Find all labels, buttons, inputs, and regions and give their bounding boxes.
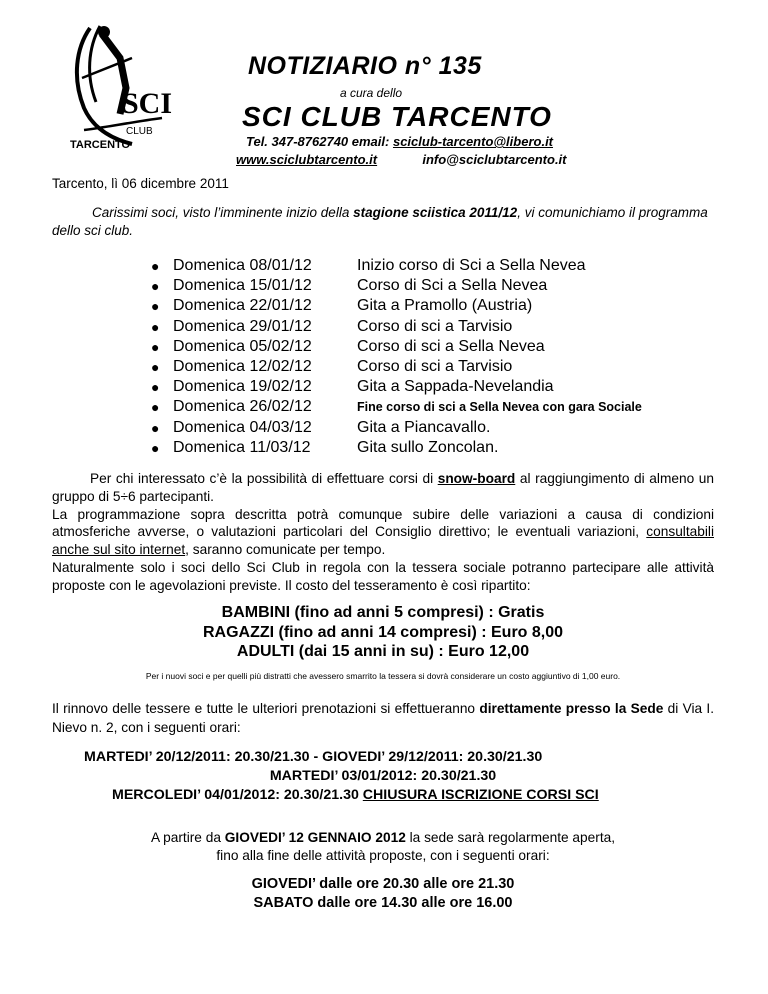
schedule-date: Domenica 11/03/12	[173, 438, 311, 456]
intro-part2: , vi comunichiamo il programma dello sci club.	[52, 205, 708, 238]
opening-text: A partire da	[150, 830, 225, 845]
variations-paragraph	[52, 506, 714, 559]
bullet-icon: ●	[151, 338, 160, 355]
schedule-date: Domenica 05/02/12	[173, 337, 312, 355]
schedule-date: Domenica 29/01/12	[173, 317, 312, 335]
logo-sci-text: SCI	[122, 87, 173, 120]
schedule-activity: Gita sullo Zoncolan.	[357, 438, 499, 456]
schedule-activity: Inizio corso di Sci a Sella Nevea	[357, 257, 586, 275]
schedule-date: Domenica 08/01/12	[173, 257, 312, 275]
schedule-item	[151, 317, 751, 337]
schedule-activity: Corso di sci a Sella Nevea	[357, 337, 545, 355]
renewal-text: Il rinnovo delle tessere e tutte le ulteriori prenotazioni si effettueranno	[52, 701, 480, 716]
web-line	[236, 152, 567, 167]
schedule-item	[151, 418, 751, 438]
bullet-icon: ●	[151, 419, 160, 436]
renewal-paragraph	[52, 699, 714, 737]
hours-line-2: MARTEDI’ 03/01/2012: 20.30/21.30	[269, 768, 497, 784]
website-link[interactable]: www.sciclubtarcento.it	[236, 152, 378, 167]
opening-date: GIOVEDI’ 12 GENNAIO 2012	[224, 830, 406, 845]
schedule-item	[151, 276, 751, 296]
saturday-hours: SABATO dalle ore 14.30 alle ore 16.00	[253, 895, 513, 911]
schedule-activity: Corso di sci a Tarvisio	[357, 317, 513, 335]
sci-club-logo	[62, 18, 173, 153]
renewal-text-end: di Via I. Nievo n. 2, con i seguenti orari:	[52, 701, 714, 735]
opening-paragraph	[52, 829, 714, 865]
opening-line-1	[52, 829, 714, 847]
contact-line	[246, 134, 553, 149]
opening-text-end: la sede sarà regolarmente aperta,	[405, 830, 616, 845]
bullet-icon: ●	[151, 359, 160, 376]
fee-list	[52, 603, 714, 662]
p1-text-end: al raggiungimento di almeno un gruppo di 5÷6 partecipanti.	[52, 471, 714, 504]
hours-line-3	[52, 786, 714, 805]
intro-paragraph	[52, 204, 718, 240]
schedule-date: Domenica 15/01/12	[173, 277, 312, 295]
schedule-activity: Gita a Pramollo (Austria)	[357, 297, 533, 315]
schedule-activity: Gita a Sappada-Nevelandia	[357, 378, 554, 396]
p2-text: La programmazione sopra descritta potrà comunque subire delle variazioni a causa di condizioni atmosferiche avverse, o valutazioni particolari del Consiglio direttivo; le eventuali variazioni,	[52, 506, 714, 540]
hours-line-1: MARTEDI’ 20/12/2011: 20.30/21.30 - GIOVEDI’ 29/12/2011: 20.30/21.30	[84, 749, 543, 765]
newsletter-title: NOTIZIARIO n° 135	[248, 52, 482, 80]
schedule-item	[151, 296, 751, 316]
schedule-item	[151, 357, 751, 377]
schedule-activity: Corso di sci a Tarvisio	[357, 358, 513, 376]
schedule-item	[151, 377, 751, 397]
p1-text: Per chi interessato c’è la possibilità di effettuare corsi di	[90, 471, 438, 486]
info-email: info@sciclubtarcento.it	[422, 152, 567, 167]
fee-youth: RAGAZZI (fino ad anni 14 compresi) : Euro 8,00	[202, 623, 564, 641]
bullet-icon: ●	[151, 439, 160, 456]
p2-text-end: , saranno comunicate per tempo.	[185, 542, 386, 558]
bullet-icon: ●	[151, 258, 160, 275]
registration-hours	[52, 748, 714, 805]
logo-tarcento-text: TARCENTO	[70, 139, 131, 151]
schedule-date: Domenica 04/03/12	[173, 418, 312, 436]
bullet-icon: ●	[151, 278, 160, 295]
opening-line-2: fino alla fine delle attività proposte, con i seguenti orari:	[216, 848, 550, 863]
fee-adults: ADULTI (dai 15 anni in su) : Euro 12,00	[236, 643, 530, 660]
newsletter-subtitle: a cura dello	[340, 86, 403, 100]
schedule-activity: Corso di Sci a Sella Nevea	[357, 277, 548, 295]
bullet-icon: ●	[151, 318, 160, 335]
membership-paragraph: Naturalmente solo i soci dello Sci Club in regola con la tessera sociale potranno partecipare alle attività proposte con le agevolazioni previste. Il costo del tesseramento è così ripartito:	[52, 559, 714, 593]
thursday-hours: GIOVEDI’ dalle ore 20.30 alle ore 21.30	[251, 876, 515, 892]
closing-notice: CHIUSURA ISCRIZIONE CORSI SCI	[362, 787, 599, 803]
website-note: consultabili anche sul sito internet	[52, 524, 714, 558]
bullet-icon: ●	[151, 399, 160, 416]
schedule-date: Domenica 26/02/12	[173, 398, 312, 416]
bullet-icon: ●	[151, 379, 160, 396]
email-link[interactable]: sciclub-tarcento@libero.it	[392, 134, 554, 149]
open-hours	[52, 875, 714, 913]
fee-children: BAMBINI (fino ad anni 5 compresi) : Gratis	[221, 604, 545, 621]
date-line: Tarcento, lì 06 dicembre 2011	[52, 176, 229, 191]
schedule-activity: Fine corso di sci a Sella Nevea con gara Sociale	[357, 400, 642, 415]
renewal-bold: direttamente presso la Sede	[479, 701, 664, 716]
schedule-date: Domenica 19/02/12	[173, 378, 312, 396]
hours-line-3-date: MERCOLEDI’ 04/01/2012: 20.30/21.30	[112, 787, 363, 803]
tel-label: Tel. 347-8762740 email:	[246, 134, 390, 149]
intro-season: stagione sciistica 2011/12	[353, 205, 518, 220]
bullet-icon: ●	[151, 298, 160, 315]
intro-part1: Carissimi soci, visto l’imminente inizio della	[92, 205, 354, 220]
schedule-date: Domenica 22/01/12	[173, 297, 312, 315]
snowboard-keyword: snow-board	[437, 471, 516, 486]
fee-note: Per i nuovi soci e per quelli più distratti che avessero smarrito la tessera si dovrà considerare un costo aggiuntivo di 1,00 euro.	[145, 671, 621, 681]
schedule-item	[151, 256, 751, 276]
logo-club-text: CLUB	[126, 126, 153, 137]
snowboard-paragraph	[52, 470, 714, 506]
schedule-list	[151, 256, 751, 458]
schedule-date: Domenica 12/02/12	[173, 358, 312, 376]
info-paragraphs	[52, 470, 714, 595]
schedule-item	[151, 337, 751, 357]
schedule-item	[151, 397, 751, 417]
club-name: SCI CLUB TARCENTO	[242, 101, 552, 132]
schedule-item	[151, 438, 751, 458]
schedule-activity: Gita a Piancavallo.	[357, 418, 491, 436]
